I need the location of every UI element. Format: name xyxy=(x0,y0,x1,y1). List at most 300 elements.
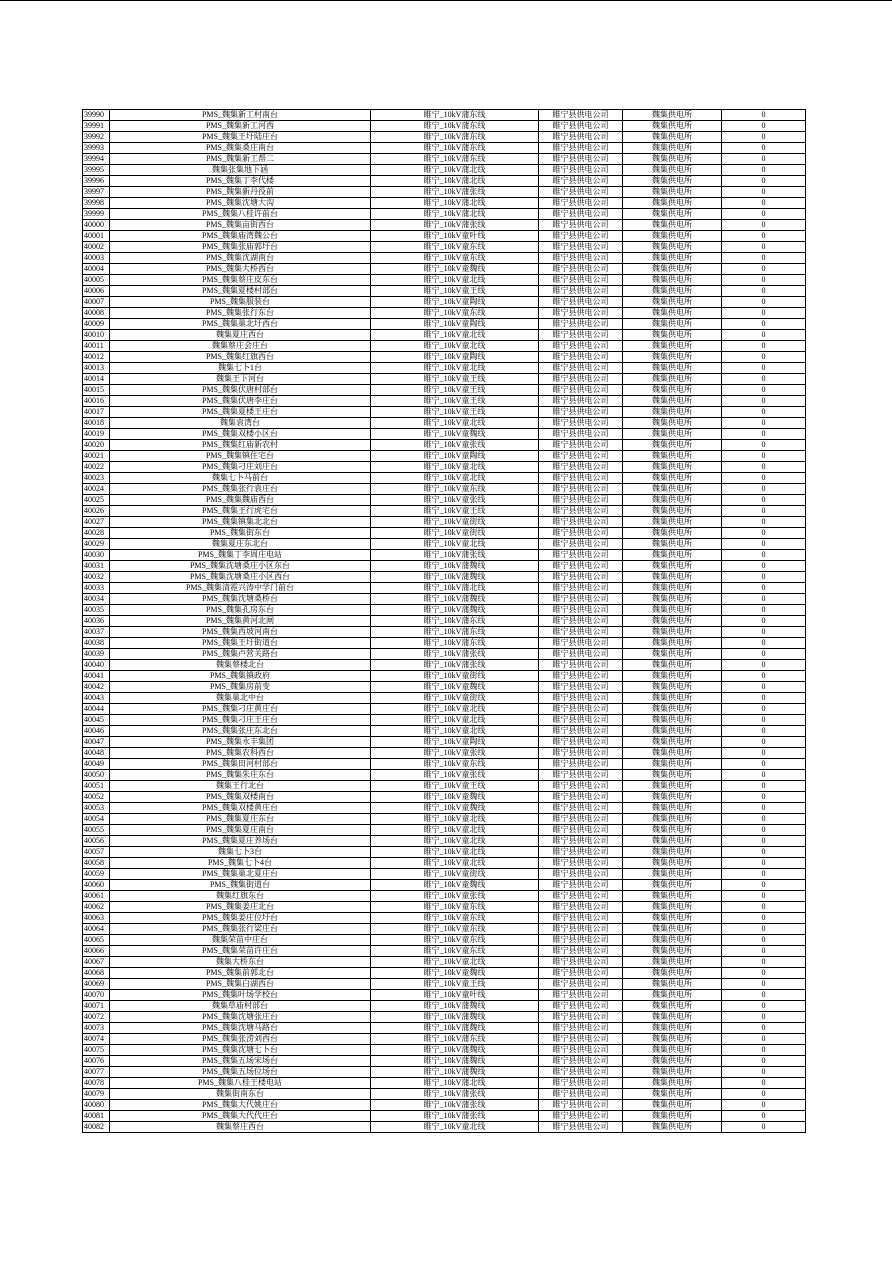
table-row xyxy=(83,737,806,748)
table-row xyxy=(83,341,806,352)
station-office-cell: 魏集供电所 xyxy=(623,198,722,209)
table-row xyxy=(83,979,806,990)
row-id-cell: 40031 xyxy=(83,561,110,572)
value-cell: 0 xyxy=(722,1100,806,1111)
station-name-cell: PMS_魏集夏楼村部台 xyxy=(110,286,371,297)
company-cell: 睢宁县供电公司 xyxy=(539,1111,623,1122)
table-row xyxy=(83,209,806,220)
table-row xyxy=(83,946,806,957)
row-id-cell: 40021 xyxy=(83,451,110,462)
value-cell: 0 xyxy=(722,561,806,572)
value-cell: 0 xyxy=(722,363,806,374)
station-office-cell: 魏集供电所 xyxy=(623,264,722,275)
table-row xyxy=(83,693,806,704)
station-name-cell: PMS_魏集新工河西 xyxy=(110,121,371,132)
table-row xyxy=(83,275,806,286)
station-name-cell: 魏集蔡庄会庄台 xyxy=(110,341,371,352)
station-name-cell: 魏集夏庄西台 xyxy=(110,330,371,341)
station-office-cell: 魏集供电所 xyxy=(623,781,722,792)
station-name-cell: PMS_魏集沈塘七卜台 xyxy=(110,1045,371,1056)
station-office-cell: 魏集供电所 xyxy=(623,836,722,847)
value-cell: 0 xyxy=(722,517,806,528)
station-office-cell: 魏集供电所 xyxy=(623,374,722,385)
table-row xyxy=(83,605,806,616)
station-name-cell: PMS_魏集王圩陆庄台 xyxy=(110,132,371,143)
company-cell: 睢宁县供电公司 xyxy=(539,330,623,341)
value-cell: 0 xyxy=(722,946,806,957)
company-cell: 睢宁县供电公司 xyxy=(539,231,623,242)
station-office-cell: 魏集供电所 xyxy=(623,1122,722,1133)
station-name-cell: PMS_魏集伏唐李庄台 xyxy=(110,396,371,407)
station-name-cell: PMS_魏集张庙郭圩台 xyxy=(110,242,371,253)
station-name-cell: PMS_魏集刁庄刘庄台 xyxy=(110,462,371,473)
table-row xyxy=(83,1034,806,1045)
value-cell: 0 xyxy=(722,440,806,451)
feeder-line-cell: 睢宁_10kV童王线 xyxy=(371,506,539,517)
row-id-cell: 40074 xyxy=(83,1034,110,1045)
value-cell: 0 xyxy=(722,847,806,858)
feeder-line-cell: 睢宁_10kV童北线 xyxy=(371,275,539,286)
company-cell: 睢宁县供电公司 xyxy=(539,990,623,1001)
row-id-cell: 40043 xyxy=(83,693,110,704)
company-cell: 睢宁县供电公司 xyxy=(539,891,623,902)
value-cell: 0 xyxy=(722,341,806,352)
value-cell: 0 xyxy=(722,407,806,418)
station-office-cell: 魏集供电所 xyxy=(623,660,722,671)
station-office-cell: 魏集供电所 xyxy=(623,957,722,968)
row-id-cell: 39994 xyxy=(83,154,110,165)
table-row xyxy=(83,638,806,649)
feeder-line-cell: 睢宁_10kV童北线 xyxy=(371,726,539,737)
company-cell: 睢宁县供电公司 xyxy=(539,539,623,550)
value-cell: 0 xyxy=(722,1012,806,1023)
station-office-cell: 魏集供电所 xyxy=(623,748,722,759)
company-cell: 睢宁县供电公司 xyxy=(539,550,623,561)
station-office-cell: 魏集供电所 xyxy=(623,638,722,649)
feeder-line-cell: 睢宁_10kV童东线 xyxy=(371,242,539,253)
feeder-line-cell: 睢宁_10kV蒲东线 xyxy=(371,616,539,627)
company-cell: 睢宁县供电公司 xyxy=(539,341,623,352)
value-cell: 0 xyxy=(722,649,806,660)
station-name-cell: PMS_魏集黄河北闸 xyxy=(110,616,371,627)
row-id-cell: 40029 xyxy=(83,539,110,550)
row-id-cell: 40050 xyxy=(83,770,110,781)
feeder-line-cell: 睢宁_10kV蒲张线 xyxy=(371,187,539,198)
company-cell: 睢宁县供电公司 xyxy=(539,187,623,198)
station-name-cell: PMS_魏集八桂王楼电站 xyxy=(110,1078,371,1089)
station-name-cell: PMS_魏集夏庄养场台 xyxy=(110,836,371,847)
company-cell: 睢宁县供电公司 xyxy=(539,407,623,418)
row-id-cell: 39993 xyxy=(83,143,110,154)
company-cell: 睢宁县供电公司 xyxy=(539,385,623,396)
value-cell: 0 xyxy=(722,616,806,627)
value-cell: 0 xyxy=(722,187,806,198)
table-row xyxy=(83,880,806,891)
table-row xyxy=(83,374,806,385)
value-cell: 0 xyxy=(722,572,806,583)
table-row xyxy=(83,1078,806,1089)
table-row xyxy=(83,1001,806,1012)
station-office-cell: 魏集供电所 xyxy=(623,946,722,957)
feeder-line-cell: 睢宁_10kV童魏线 xyxy=(371,880,539,891)
company-cell: 睢宁县供电公司 xyxy=(539,264,623,275)
station-name-cell: PMS_魏集巢北圩西台 xyxy=(110,319,371,330)
table-row xyxy=(83,451,806,462)
station-office-cell: 魏集供电所 xyxy=(623,517,722,528)
feeder-line-cell: 睢宁_10kV童街线 xyxy=(371,671,539,682)
station-name-cell: PMS_魏集沈塘张庄台 xyxy=(110,1012,371,1023)
row-id-cell: 40018 xyxy=(83,418,110,429)
company-cell: 睢宁县供电公司 xyxy=(539,968,623,979)
station-name-cell: PMS_魏集刁庄王庄台 xyxy=(110,715,371,726)
station-name-cell: PMS_魏集镇集北北台 xyxy=(110,517,371,528)
company-cell: 睢宁县供电公司 xyxy=(539,396,623,407)
table-row xyxy=(83,616,806,627)
row-id-cell: 40061 xyxy=(83,891,110,902)
station-name-cell: 魏集张集地下涵 xyxy=(110,165,371,176)
row-id-cell: 39995 xyxy=(83,165,110,176)
company-cell: 睢宁县供电公司 xyxy=(539,418,623,429)
row-id-cell: 40053 xyxy=(83,803,110,814)
company-cell: 睢宁县供电公司 xyxy=(539,913,623,924)
row-id-cell: 40004 xyxy=(83,264,110,275)
table-row xyxy=(83,627,806,638)
station-name-cell: PMS_魏集沈湖南台 xyxy=(110,253,371,264)
station-name-cell: PMS_魏集五场位场台 xyxy=(110,1067,371,1078)
station-name-cell: 魏集街南东台 xyxy=(110,1089,371,1100)
station-name-cell: PMS_魏集亩街西台 xyxy=(110,220,371,231)
table-row xyxy=(83,418,806,429)
station-office-cell: 魏集供电所 xyxy=(623,462,722,473)
row-id-cell: 40065 xyxy=(83,935,110,946)
station-office-cell: 魏集供电所 xyxy=(623,297,722,308)
value-cell: 0 xyxy=(722,858,806,869)
company-cell: 睢宁县供电公司 xyxy=(539,143,623,154)
value-cell: 0 xyxy=(722,539,806,550)
table-row xyxy=(83,462,806,473)
feeder-line-cell: 睢宁_10kV童北线 xyxy=(371,539,539,550)
station-office-cell: 魏集供电所 xyxy=(623,253,722,264)
table-row xyxy=(83,154,806,165)
company-cell: 睢宁县供电公司 xyxy=(539,1012,623,1023)
table-row xyxy=(83,1111,806,1122)
table-row xyxy=(83,264,806,275)
station-office-cell: 魏集供电所 xyxy=(623,693,722,704)
station-office-cell: 魏集供电所 xyxy=(623,737,722,748)
station-name-cell: PMS_魏集王圩街道台 xyxy=(110,638,371,649)
table-row xyxy=(83,1122,806,1133)
station-office-cell: 魏集供电所 xyxy=(623,319,722,330)
row-id-cell: 40069 xyxy=(83,979,110,990)
feeder-line-cell: 睢宁_10kV童王线 xyxy=(371,396,539,407)
feeder-line-cell: 睢宁_10kV蒲张线 xyxy=(371,660,539,671)
company-cell: 睢宁县供电公司 xyxy=(539,374,623,385)
station-office-cell: 魏集供电所 xyxy=(623,143,722,154)
feeder-line-cell: 睢宁_10kV蒲北线 xyxy=(371,583,539,594)
feeder-line-cell: 睢宁_10kV童街线 xyxy=(371,693,539,704)
table-row xyxy=(83,352,806,363)
table-row xyxy=(83,935,806,946)
value-cell: 0 xyxy=(722,737,806,748)
station-name-cell: PMS_魏集叶场学校台 xyxy=(110,990,371,1001)
feeder-line-cell: 睢宁_10kV童东线 xyxy=(371,308,539,319)
value-cell: 0 xyxy=(722,253,806,264)
feeder-line-cell: 睢宁_10kV童陶线 xyxy=(371,737,539,748)
data-sheet xyxy=(82,109,806,1133)
feeder-line-cell: 睢宁_10kV童北线 xyxy=(371,704,539,715)
station-name-cell: PMS_魏集七卜4台 xyxy=(110,858,371,869)
table-row xyxy=(83,396,806,407)
company-cell: 睢宁县供电公司 xyxy=(539,308,623,319)
row-id-cell: 40068 xyxy=(83,968,110,979)
company-cell: 睢宁县供电公司 xyxy=(539,869,623,880)
station-name-cell: PMS_魏集孔房东台 xyxy=(110,605,371,616)
station-office-cell: 魏集供电所 xyxy=(623,968,722,979)
feeder-line-cell: 睢宁_10kV蒲张线 xyxy=(371,1100,539,1111)
company-cell: 睢宁县供电公司 xyxy=(539,946,623,957)
company-cell: 睢宁县供电公司 xyxy=(539,429,623,440)
value-cell: 0 xyxy=(722,220,806,231)
feeder-line-cell: 睢宁_10kV童东线 xyxy=(371,484,539,495)
value-cell: 0 xyxy=(722,121,806,132)
row-id-cell: 40036 xyxy=(83,616,110,627)
station-name-cell: PMS_魏集夏庄东台 xyxy=(110,814,371,825)
table-row xyxy=(83,121,806,132)
company-cell: 睢宁县供电公司 xyxy=(539,957,623,968)
row-id-cell: 40039 xyxy=(83,649,110,660)
value-cell: 0 xyxy=(722,836,806,847)
company-cell: 睢宁县供电公司 xyxy=(539,1045,623,1056)
station-office-cell: 魏集供电所 xyxy=(623,1067,722,1078)
value-cell: 0 xyxy=(722,781,806,792)
row-id-cell: 40015 xyxy=(83,385,110,396)
station-name-cell: 魏集王下河台 xyxy=(110,374,371,385)
value-cell: 0 xyxy=(722,231,806,242)
station-name-cell: PMS_魏集沈塘大沟 xyxy=(110,198,371,209)
row-id-cell: 40048 xyxy=(83,748,110,759)
station-office-cell: 魏集供电所 xyxy=(623,594,722,605)
company-cell: 睢宁县供电公司 xyxy=(539,1056,623,1067)
station-office-cell: 魏集供电所 xyxy=(623,363,722,374)
table-row xyxy=(83,1023,806,1034)
station-office-cell: 魏集供电所 xyxy=(623,902,722,913)
company-cell: 睢宁县供电公司 xyxy=(539,781,623,792)
station-name-cell: PMS_魏集双楼黄庄台 xyxy=(110,803,371,814)
feeder-line-cell: 睢宁_10kV童街线 xyxy=(371,517,539,528)
value-cell: 0 xyxy=(722,1056,806,1067)
feeder-line-cell: 睢宁_10kV蒲东线 xyxy=(371,132,539,143)
row-id-cell: 40011 xyxy=(83,341,110,352)
feeder-line-cell: 睢宁_10kV童东线 xyxy=(371,935,539,946)
company-cell: 睢宁县供电公司 xyxy=(539,880,623,891)
station-name-cell: PMS_魏集朱庄东台 xyxy=(110,770,371,781)
feeder-line-cell: 睢宁_10kV童北线 xyxy=(371,363,539,374)
row-id-cell: 40032 xyxy=(83,572,110,583)
company-cell: 睢宁县供电公司 xyxy=(539,473,623,484)
table-row xyxy=(83,594,806,605)
station-office-cell: 魏集供电所 xyxy=(623,165,722,176)
station-office-cell: 魏集供电所 xyxy=(623,1045,722,1056)
table-row xyxy=(83,440,806,451)
feeder-line-cell: 睢宁_10kV童叶线 xyxy=(371,990,539,1001)
station-office-cell: 魏集供电所 xyxy=(623,583,722,594)
station-name-cell: PMS_魏集桑庄南台 xyxy=(110,143,371,154)
station-office-cell: 魏集供电所 xyxy=(623,242,722,253)
station-name-cell: PMS_魏集王行虎宅台 xyxy=(110,506,371,517)
value-cell: 0 xyxy=(722,209,806,220)
station-office-cell: 魏集供电所 xyxy=(623,330,722,341)
station-office-cell: 魏集供电所 xyxy=(623,440,722,451)
value-cell: 0 xyxy=(722,1078,806,1089)
station-name-cell: PMS_魏集沈塘桑桥台 xyxy=(110,594,371,605)
row-id-cell: 40064 xyxy=(83,924,110,935)
table-row xyxy=(83,407,806,418)
row-id-cell: 40012 xyxy=(83,352,110,363)
row-id-cell: 40044 xyxy=(83,704,110,715)
value-cell: 0 xyxy=(722,1089,806,1100)
table-row xyxy=(83,1045,806,1056)
value-cell: 0 xyxy=(722,792,806,803)
station-office-cell: 魏集供电所 xyxy=(623,627,722,638)
company-cell: 睢宁县供电公司 xyxy=(539,748,623,759)
value-cell: 0 xyxy=(722,660,806,671)
row-id-cell: 40072 xyxy=(83,1012,110,1023)
value-cell: 0 xyxy=(722,1067,806,1078)
value-cell: 0 xyxy=(722,297,806,308)
feeder-line-cell: 睢宁_10kV童魏线 xyxy=(371,682,539,693)
feeder-line-cell: 睢宁_10kV蒲魏线 xyxy=(371,1056,539,1067)
value-cell: 0 xyxy=(722,264,806,275)
station-name-cell: PMS_魏集大代姚庄台 xyxy=(110,1100,371,1111)
page-top-border xyxy=(0,0,892,1)
company-cell: 睢宁县供电公司 xyxy=(539,1001,623,1012)
feeder-line-cell: 睢宁_10kV童街线 xyxy=(371,528,539,539)
station-office-cell: 魏集供电所 xyxy=(623,814,722,825)
company-cell: 睢宁县供电公司 xyxy=(539,462,623,473)
company-cell: 睢宁县供电公司 xyxy=(539,649,623,660)
station-office-cell: 魏集供电所 xyxy=(623,451,722,462)
company-cell: 睢宁县供电公司 xyxy=(539,1089,623,1100)
company-cell: 睢宁县供电公司 xyxy=(539,506,623,517)
feeder-line-cell: 睢宁_10kV童张线 xyxy=(371,495,539,506)
table-row xyxy=(83,770,806,781)
company-cell: 睢宁县供电公司 xyxy=(539,253,623,264)
value-cell: 0 xyxy=(722,308,806,319)
value-cell: 0 xyxy=(722,418,806,429)
feeder-line-cell: 睢宁_10kV童张线 xyxy=(371,891,539,902)
row-id-cell: 40028 xyxy=(83,528,110,539)
station-name-cell: PMS_魏集庙湾魏公台 xyxy=(110,231,371,242)
feeder-line-cell: 睢宁_10kV童东线 xyxy=(371,902,539,913)
table-row xyxy=(83,165,806,176)
table-row xyxy=(83,858,806,869)
row-id-cell: 40027 xyxy=(83,517,110,528)
station-office-cell: 魏集供电所 xyxy=(623,1056,722,1067)
station-name-cell: PMS_魏集沈塘桑庄小区东台 xyxy=(110,561,371,572)
feeder-line-cell: 睢宁_10kV童张线 xyxy=(371,770,539,781)
value-cell: 0 xyxy=(722,935,806,946)
value-cell: 0 xyxy=(722,979,806,990)
row-id-cell: 40001 xyxy=(83,231,110,242)
station-office-cell: 魏集供电所 xyxy=(623,682,722,693)
station-name-cell: 魏集蔡庄西台 xyxy=(110,1122,371,1133)
row-id-cell: 40079 xyxy=(83,1089,110,1100)
station-office-cell: 魏集供电所 xyxy=(623,539,722,550)
station-office-cell: 魏集供电所 xyxy=(623,484,722,495)
row-id-cell: 40081 xyxy=(83,1111,110,1122)
station-name-cell: PMS_魏集丁李代楼 xyxy=(110,176,371,187)
row-id-cell: 40047 xyxy=(83,737,110,748)
value-cell: 0 xyxy=(722,638,806,649)
station-name-cell: 魏集夏庄东北台 xyxy=(110,539,371,550)
feeder-line-cell: 睢宁_10kV童北线 xyxy=(371,418,539,429)
row-id-cell: 40055 xyxy=(83,825,110,836)
row-id-cell: 40040 xyxy=(83,660,110,671)
station-name-cell: PMS_魏集房前变 xyxy=(110,682,371,693)
table-row xyxy=(83,286,806,297)
feeder-line-cell: 睢宁_10kV童北线 xyxy=(371,858,539,869)
station-office-cell: 魏集供电所 xyxy=(623,506,722,517)
value-cell: 0 xyxy=(722,286,806,297)
station-name-cell: 魏集蔡楼北台 xyxy=(110,660,371,671)
station-name-cell: 魏集王行北台 xyxy=(110,781,371,792)
feeder-line-cell: 睢宁_10kV童东线 xyxy=(371,924,539,935)
table-row xyxy=(83,924,806,935)
company-cell: 睢宁县供电公司 xyxy=(539,176,623,187)
table-row xyxy=(83,473,806,484)
station-office-cell: 魏集供电所 xyxy=(623,220,722,231)
station-office-cell: 魏集供电所 xyxy=(623,869,722,880)
row-id-cell: 40062 xyxy=(83,902,110,913)
station-name-cell: PMS_魏集白湖西台 xyxy=(110,979,371,990)
value-cell: 0 xyxy=(722,704,806,715)
station-name-cell: PMS_魏集荣苗许庄台 xyxy=(110,946,371,957)
table-row xyxy=(83,506,806,517)
value-cell: 0 xyxy=(722,110,806,121)
station-office-cell: 魏集供电所 xyxy=(623,1023,722,1034)
value-cell: 0 xyxy=(722,880,806,891)
row-id-cell: 40010 xyxy=(83,330,110,341)
value-cell: 0 xyxy=(722,594,806,605)
value-cell: 0 xyxy=(722,957,806,968)
table-row xyxy=(83,176,806,187)
station-name-cell: PMS_魏集双楼小区台 xyxy=(110,429,371,440)
row-id-cell: 40024 xyxy=(83,484,110,495)
table-row xyxy=(83,803,806,814)
station-name-cell: PMS_魏集姜庄北台 xyxy=(110,902,371,913)
table-row xyxy=(83,990,806,1001)
row-id-cell: 40005 xyxy=(83,275,110,286)
value-cell: 0 xyxy=(722,759,806,770)
value-cell: 0 xyxy=(722,1023,806,1034)
table-row xyxy=(83,814,806,825)
table-row xyxy=(83,1089,806,1100)
station-office-cell: 魏集供电所 xyxy=(623,352,722,363)
station-name-cell: 魏集草庙村部台 xyxy=(110,1001,371,1012)
company-cell: 睢宁县供电公司 xyxy=(539,759,623,770)
value-cell: 0 xyxy=(722,330,806,341)
station-office-cell: 魏集供电所 xyxy=(623,418,722,429)
station-office-cell: 魏集供电所 xyxy=(623,561,722,572)
table-row xyxy=(83,726,806,737)
row-id-cell: 40023 xyxy=(83,473,110,484)
row-id-cell: 40049 xyxy=(83,759,110,770)
row-id-cell: 39992 xyxy=(83,132,110,143)
station-office-cell: 魏集供电所 xyxy=(623,1078,722,1089)
feeder-line-cell: 睢宁_10kV童张线 xyxy=(371,440,539,451)
station-office-cell: 魏集供电所 xyxy=(623,1001,722,1012)
table-row xyxy=(83,220,806,231)
